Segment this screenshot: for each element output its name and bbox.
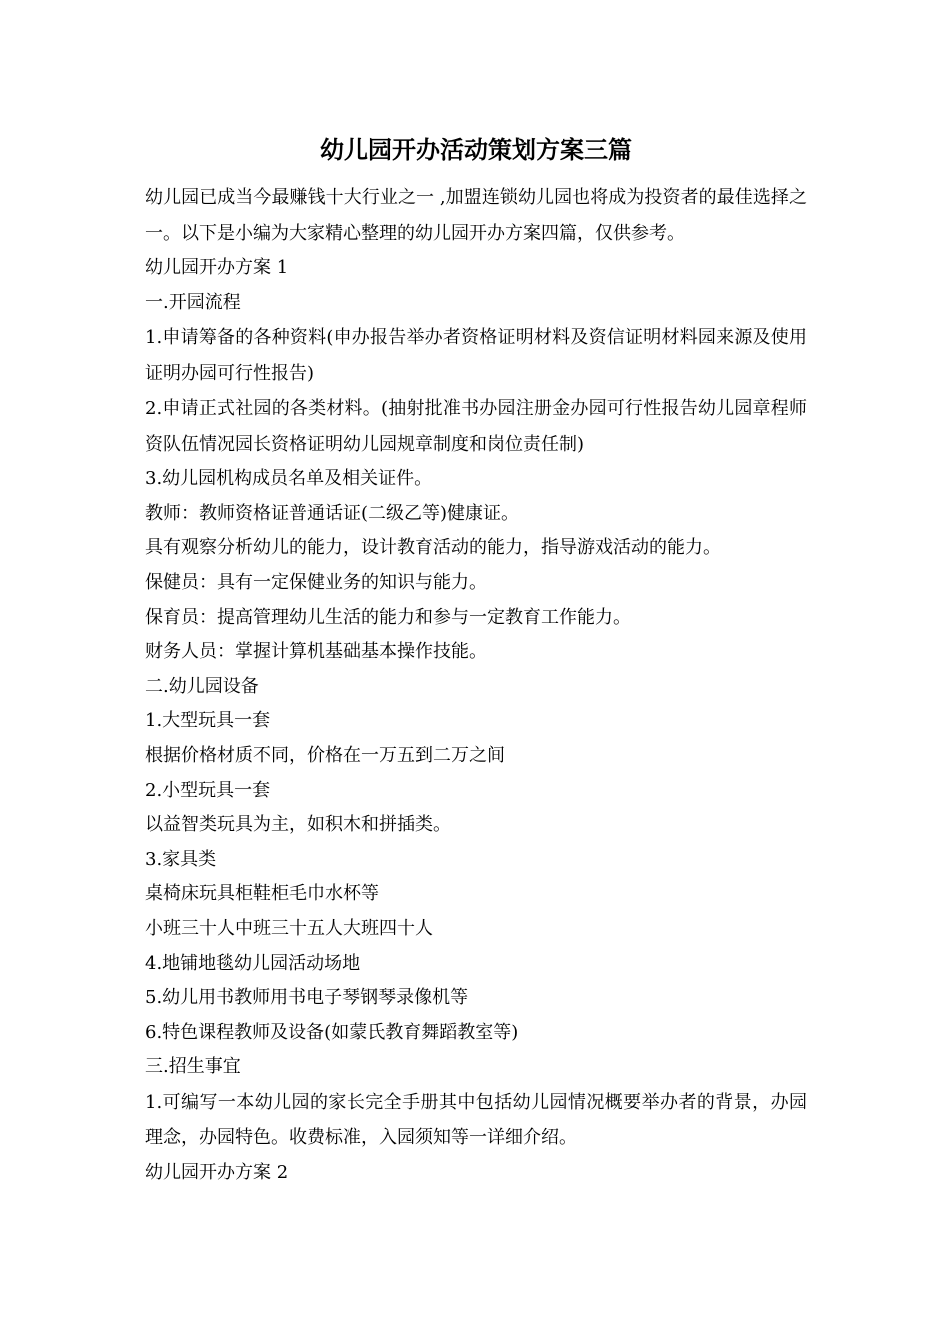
document-body <box>145 180 807 1190</box>
document-title: 幼儿园开办活动策划方案三篇 <box>320 135 632 164</box>
intro-paragraph: 幼儿园已成当今最赚钱十大行业之一 ,加盟连锁幼儿园也将成为投资者的最佳选择之一。以下是小编为大家精心整理的幼儿园开办方案四篇，仅供参考。 <box>145 187 807 244</box>
paragraph: 保健员：具有一定保健业务的知识与能力。 <box>145 571 487 593</box>
list-item: 6.特色课程教师及设备(如蒙氏教育舞蹈教室等) <box>145 1021 519 1043</box>
paragraph: 以益智类玩具为主，如积木和拼插类。 <box>145 814 451 836</box>
subheading-equipment: 二.幼儿园设备 <box>145 675 259 697</box>
subheading-opening-process: 一.开园流程 <box>145 291 241 313</box>
list-item: 2.申请正式社园的各类材料。(抽射批准书办园注册金办园可行性报告幼儿园章程师资队伍情况园长资格证明幼儿园规章制度和岗位责任制) <box>145 398 807 455</box>
list-item: 1.可编写一本幼儿园的家长完全手册其中包括幼儿园情况概要举办者的背景，办园理念，办园特色。收费标准，入园须知等一详细介绍。 <box>145 1091 807 1149</box>
list-item: 4.地铺地毯幼儿园活动场地 <box>145 952 361 974</box>
list-item: 5.幼儿用书教师用书电子琴钢琴录像机等 <box>145 987 469 1009</box>
subheading-enrollment: 三.招生事宜 <box>145 1056 241 1078</box>
list-item: 2.小型玩具一套 <box>145 779 271 801</box>
section-heading-plan-2: 幼儿园开办方案 2 <box>145 1161 289 1183</box>
list-item: 1.大型玩具一套 <box>145 710 271 732</box>
list-item: 1.申请筹备的各种资料(申办报告举办者资格证明材料及资信证明材料园来源及使用证明办园可行性报告) <box>145 327 807 384</box>
paragraph: 桌椅床玩具柜鞋柜毛巾水杯等 <box>145 883 379 905</box>
paragraph: 根据价格材质不同，价格在一万五到二万之间 <box>145 744 505 766</box>
paragraph: 小班三十人中班三十五人大班四十人 <box>145 917 433 939</box>
paragraph: 财务人员：掌握计算机基础基本操作技能。 <box>145 641 487 663</box>
paragraph: 具有观察分析幼儿的能力，设计教育活动的能力，指导游戏活动的能力。 <box>145 537 721 559</box>
list-item: 3.幼儿园机构成员名单及相关证件。 <box>145 468 433 490</box>
list-item: 3.家具类 <box>145 848 217 870</box>
paragraph: 教师：教师资格证普通话证(二级乙等)健康证。 <box>145 502 520 524</box>
section-heading-plan-1: 幼儿园开办方案 1 <box>145 257 289 278</box>
paragraph: 保育员：提高管理幼儿生活的能力和参与一定教育工作能力。 <box>145 606 631 628</box>
